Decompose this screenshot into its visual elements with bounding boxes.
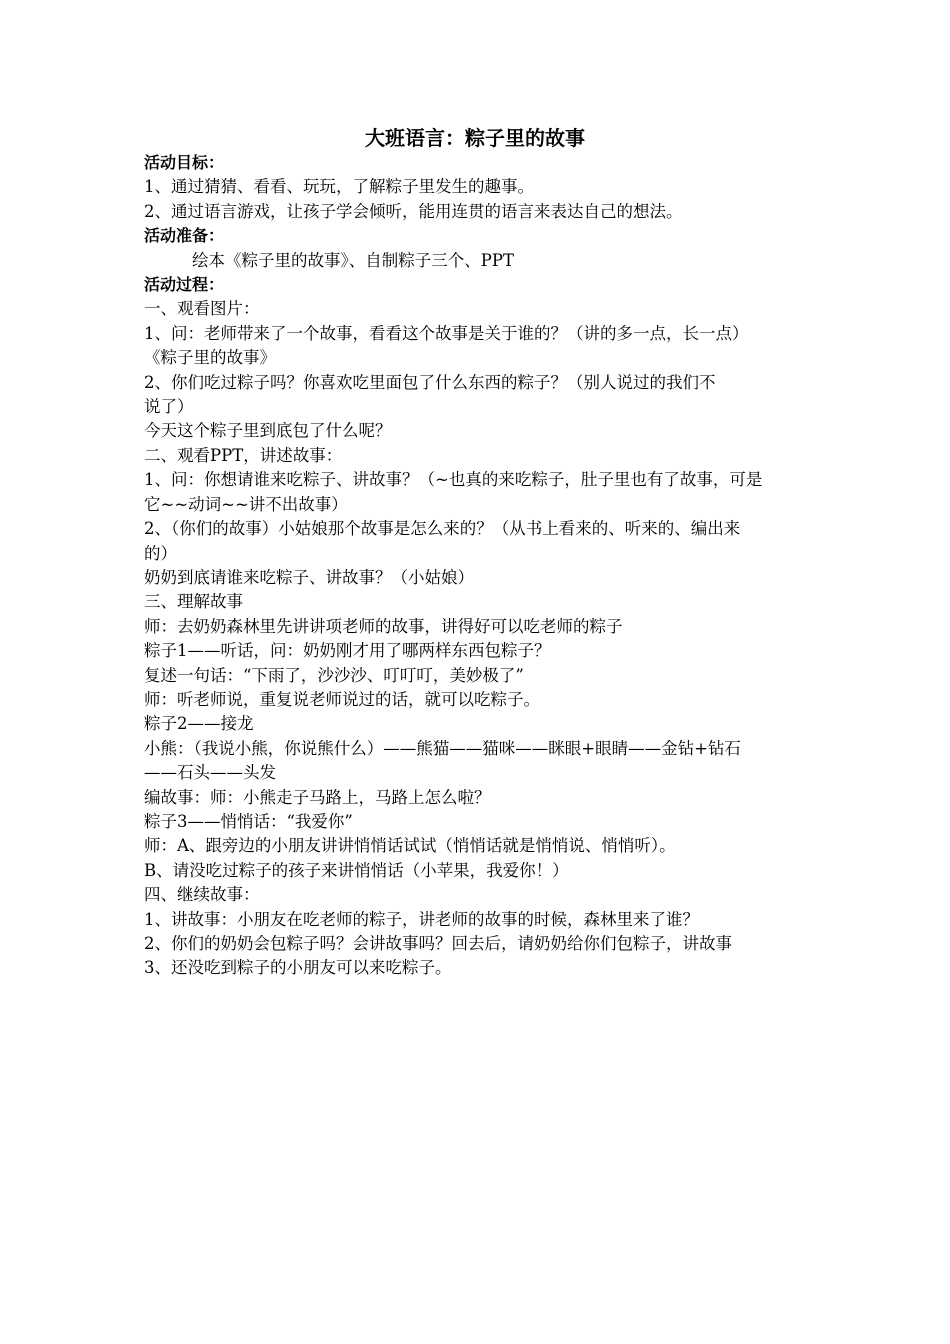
section-heading: 活动过程： xyxy=(144,275,225,295)
text-line: 的） xyxy=(144,543,177,563)
text-line: 2、（你们的故事）小姑娘那个故事是怎么来的？（从书上看来的、听来的、编出来 xyxy=(144,519,741,539)
text-line: 奶奶到底请谁来吃粽子、讲故事？（小姑娘） xyxy=(144,567,474,587)
text-line: 2、你们吃过粽子吗？你喜欢吃里面包了什么东西的粽子？（别人说过的我们不 xyxy=(144,372,716,392)
document-title: 大班语言：粽子里的故事 xyxy=(365,126,585,150)
text-line: 粽子3——悄悄话：“我爱你” xyxy=(144,811,353,831)
text-line: 说了） xyxy=(144,397,194,417)
text-line: 二、观看PPT，讲述故事： xyxy=(144,445,343,465)
document-body xyxy=(144,151,814,981)
text-line: 1、讲故事：小朋友在吃老师的粽子，讲老师的故事的时候，森林里来了谁？ xyxy=(144,909,699,929)
section-heading: 活动目标： xyxy=(144,153,225,172)
text-line: B、请没吃过粽子的孩子来讲悄悄话（小苹果，我爱你！） xyxy=(144,860,569,880)
text-line: 复述一句话：“下雨了，沙沙沙、叮叮叮，美妙极了” xyxy=(144,665,524,685)
text-line: 三、理解故事 xyxy=(144,592,243,612)
text-line: 1、通过猜猜、看看、玩玩，了解粽子里发生的趣事。 xyxy=(144,177,534,197)
text-line: 绘本《粽子里的故事》、自制粽子三个、PPT xyxy=(192,250,514,270)
text-line: 2、通过语言游戏，让孩子学会倾听，能用连贯的语言来表达自己的想法。 xyxy=(144,201,683,221)
text-line: 粽子1——听话，问：奶奶刚才用了哪两样东西包粽子？ xyxy=(144,641,551,661)
text-line: 2、你们的奶奶会包粽子吗？会讲故事吗？回去后，请奶奶给你们包粽子，讲故事 xyxy=(144,934,732,953)
text-line: 师：听老师说，重复说老师说过的话，就可以吃粽子。 xyxy=(144,689,540,709)
text-line: 1、问：你想请谁来吃粽子、讲故事？（~也真的来吃粽子，肚子里也有了故事，可是 xyxy=(144,470,763,490)
text-line: 四、继续故事： xyxy=(144,885,260,905)
text-line: 它~~动词~~讲不出故事） xyxy=(144,494,348,514)
text-line: 小熊：（我说小熊，你说熊什么）——熊猫——猫咪——眯眼+眼睛——金钻+钻石 xyxy=(144,738,741,758)
text-line: 师：A、跟旁边的小朋友讲讲悄悄话试试（悄悄话就是悄悄说、悄悄听）。 xyxy=(144,836,676,856)
text-line: 《粽子里的故事》 xyxy=(144,348,276,368)
text-line: 今天这个粽子里到底包了什么呢？ xyxy=(144,421,392,441)
section-heading: 活动准备： xyxy=(144,226,225,246)
text-line: 师：去奶奶森林里先讲讲项老师的故事，讲得好可以吃老师的粽子 xyxy=(144,616,623,636)
text-line: 一、观看图片： xyxy=(144,299,260,319)
text-line: 编故事：师：小熊走子马路上，马路上怎么啦？ xyxy=(144,787,491,807)
text-line: ——石头——头发 xyxy=(144,763,276,783)
text-line: 1、问：老师带来了一个故事，看看这个故事是关于谁的？（讲的多一点，长一点） xyxy=(144,323,749,343)
text-line: 3、还没吃到粽子的小朋友可以来吃粽子。 xyxy=(144,958,452,978)
text-line: 粽子2——接龙 xyxy=(144,714,254,734)
